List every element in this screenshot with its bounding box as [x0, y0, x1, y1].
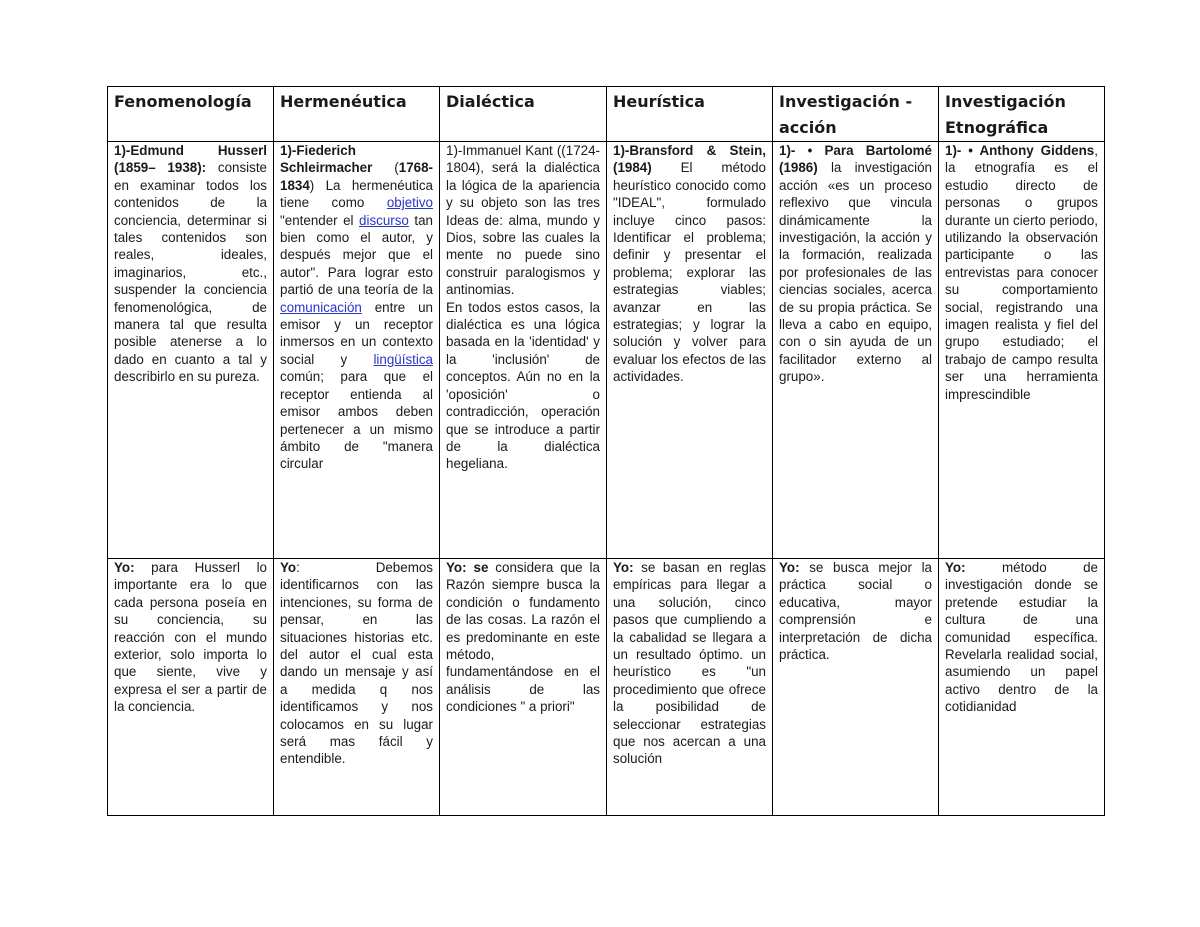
- cell-fenomenologia-author: [108, 142, 274, 559]
- cell-etnografica-author: [939, 142, 1105, 559]
- cell-text: común; para que el receptor entienda al emisor ambos deben pertenecer a un mismo ámbito de "manera circular: [280, 369, 433, 472]
- cell-fenomenologia-opinion: [108, 559, 274, 816]
- cell-etnografica-opinion: [939, 559, 1105, 816]
- cell-text: para Husserl lo importante era lo que cada persona poseía en su conciencia, su reacción con el mundo exterior, solo importa lo que siente, vive y expresa el ser a partir de la conciencia.: [114, 560, 267, 715]
- cell-investigacion-accion-opinion: [773, 559, 939, 816]
- cell-text: , la etnografía es el estudio directo de personas o grupos durante un cierto periodo, utilizando la observación participante o las entrevistas para conocer su comportamiento social, registrando una imagen realista y fiel del grupo estudiado; el trabajo de campo resulta ser una herramienta imprescindible: [945, 143, 1098, 402]
- author-citation: 1)-Bransford & Stein,(1984): [613, 143, 766, 176]
- author-citation: 1)-Fiederich Schleirmacher: [280, 143, 373, 176]
- cell-investigacion-accion-author: [773, 142, 939, 559]
- cell-dialectica-author: [440, 142, 607, 559]
- cell-hermeneutica-author: [274, 142, 440, 559]
- opinion-row: [108, 559, 1105, 816]
- cell-text: "entender el: [280, 212, 360, 228]
- cell-text: entre un emisor y un receptor inmersos en un contexto social y: [280, 299, 433, 367]
- header-investigacion-etnografica: Investigación Etnográfica: [939, 87, 1105, 142]
- cell-text: El método heurístico conocido como "IDEAL", formulado incluye cinco pasos: Identificar el problema; definir y presentar el problema; explorar las estrategias viables; avanzar en las estrategias; y lograr la solución y volver para evaluar los efectos de las actividades.: [613, 160, 766, 385]
- opinion-label: Yo: [280, 560, 297, 575]
- comparison-table: [107, 86, 1105, 816]
- header-fenomenologia: Fenomenología: [108, 87, 274, 142]
- cell-hermeneutica-opinion: [274, 559, 440, 816]
- cell-text: se busca mejor la práctica social o educativa, mayor comprensión e interpretación de dicha práctica.: [779, 560, 932, 663]
- header-dialectica: Dialéctica: [440, 87, 607, 142]
- cell-text: (: [372, 160, 399, 176]
- author-citation: 1)- • Anthony Giddens: [945, 143, 1095, 158]
- authors-row: [108, 142, 1105, 559]
- cell-text: tan bien como el autor, y después mejor que el autor". Para lograr esto partió de una teoría de la: [280, 212, 433, 298]
- opinion-label: Yo:: [779, 560, 800, 575]
- cell-dialectica-opinion: [440, 559, 607, 816]
- header-row: [108, 87, 1105, 142]
- cell-heuristica-author: [607, 142, 773, 559]
- cell-text: consiste en examinar todos los contenidos de la conciencia, determinar si tales contenidos son reales, ideales, imaginarios, etc., suspender la conciencia fenomenológica, de manera tal que resulta posible atenerse a lo dado en cuanto a tal y describirlo en su pureza.: [114, 160, 267, 385]
- cell-text: ) La hermenéutica tiene como: [280, 177, 433, 211]
- cell-text: la investigación acción «es un proceso reflexivo que vincula dinámicamente la investigación, la acción y la formación, realizada por profesionales de las ciencias sociales, acerca de su propia práctica. Se lleva a cabo en equipo, con o sin ayuda de un facilitador externo al grupo».: [779, 160, 932, 385]
- opinion-label: Yo:: [613, 560, 634, 575]
- link-comunicacion[interactable]: comunicación: [280, 299, 362, 315]
- link-objetivo[interactable]: objetivo: [386, 195, 433, 211]
- link-discurso[interactable]: discurso: [359, 212, 409, 228]
- link-linguistica[interactable]: lingüística: [373, 351, 433, 367]
- header-heuristica: Heurística: [607, 87, 773, 142]
- opinion-label: Yo:: [945, 560, 966, 575]
- opinion-label: Yo:: [114, 560, 135, 575]
- cell-paragraph: 1)-Immanuel Kant ((1724-1804), será la dialéctica la lógica de la apariencia y su objeto son las tres Ideas de: alma, mundo y Dios, sobre las cuales la mente no puede sino construir paralogismos y antinomias.: [446, 143, 600, 298]
- header-hermeneutica: Hermenéutica: [274, 87, 440, 142]
- cell-text: considera que la Razón siempre busca la condición o fundamento de las cosas. La razón el es predominante en este método, fundamentándose en el análisis de las condiciones " a priori": [446, 560, 600, 715]
- author-citation: 1)- • Para Bartolomé (1986): [779, 143, 932, 176]
- cell-text: : Debemos identificarnos con las intenciones, su forma de pensar, en las situaciones historias etc. del autor el cual esta dando un mensaje y así a medida q nos identificamos y nos colocamos en su lugar será mas fácil y entendible.: [280, 560, 433, 767]
- cell-paragraph: En todos estos casos, la dialéctica es una lógica basada en la 'identidad' y la 'inclusión' de conceptos. Aún no en la 'oposición' o contradicción, operación que se introduce a partir de la dialéctica hegeliana.: [446, 299, 600, 472]
- cell-heuristica-opinion: [607, 559, 773, 816]
- opinion-label: Yo: se: [446, 560, 489, 575]
- header-investigacion-accion: Investigación - acción: [773, 87, 939, 142]
- author-citation: 1)-Edmund Husserl (1859– 1938):: [114, 143, 267, 176]
- cell-text: se basan en reglas empíricas para llegar a una solución, cinco pasos que cumpliendo a la cabalidad se llegara a un resultado óptimo. un heurístico es "un procedimiento que ofrece la posibilidad de seleccionar estrategias que nos acercan a una solución: [613, 560, 766, 767]
- author-dates: 1768-1834: [280, 160, 433, 193]
- cell-text: método de investigación donde se pretende estudiar la cultura de una comunidad específica. Revelarla realidad social, asumiendo un papel activo dentro de la cotidianidad: [945, 560, 1098, 715]
